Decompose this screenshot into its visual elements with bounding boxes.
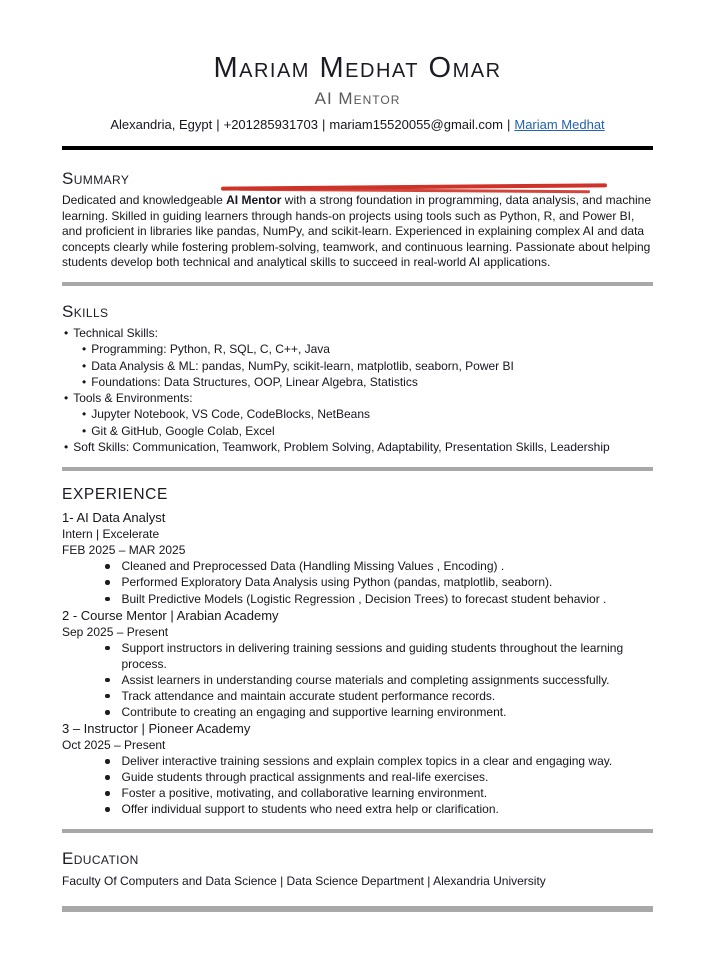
experience-job [62, 720, 653, 817]
job-bullet-text: Foster a positive, motivating, and collaborative learning environment. [121, 786, 488, 801]
job-bullet [105, 785, 653, 801]
section-heading-experience: EXPERIENCE [62, 486, 168, 504]
job-bullet [105, 558, 653, 574]
job-bullet [105, 640, 653, 672]
bullet-icon: • [82, 342, 87, 357]
skill-subitem [82, 423, 653, 439]
job-dates: Sep 2025 – Present [62, 624, 169, 639]
contact-separator: | [506, 117, 511, 132]
skill-item [64, 325, 653, 341]
section-heading-summary: Summary [62, 169, 130, 188]
bullet-icon: • [64, 391, 69, 406]
job-bullet [105, 753, 653, 769]
skill-item [64, 390, 653, 406]
education-line: Faculty Of Computers and Data Science | Data Science Department | Alexandria University [62, 874, 546, 889]
skill-sublabel: Programming: Python, R, SQL, C, C++, Java [91, 342, 330, 357]
section-divider [62, 829, 653, 833]
job-title: 3 – Instructor | Pioneer Academy [62, 721, 251, 737]
header-rule [62, 146, 653, 150]
section-heading-skills: Skills [62, 301, 109, 321]
skill-sublabel: Foundations: Data Structures, OOP, Linear Algebra, Statistics [91, 374, 418, 389]
job-dates: Oct 2025 – Present [62, 738, 166, 753]
bullet-icon [105, 710, 110, 715]
bullet-icon [105, 759, 110, 764]
job-bullet-text: Assist learners in understanding course materials and completing assignments successfully. [121, 672, 610, 687]
job-subtitle: Intern | Excelerate [62, 527, 160, 542]
skill-label: Tools & Environments: [73, 391, 193, 406]
job-bullet [105, 574, 653, 590]
contact-line [62, 117, 653, 133]
summary-text-start: Dedicated and knowledgeable [62, 193, 227, 207]
job-bullet [105, 704, 653, 720]
job-bullet [105, 688, 653, 704]
bullet-icon [105, 597, 110, 602]
summary-bold-term: AI Mentor [226, 193, 282, 207]
skill-label: Technical Skills: [73, 325, 158, 340]
contact-separator: | [321, 117, 326, 132]
skill-subitem [82, 358, 653, 374]
experience-jobs [62, 509, 653, 817]
skill-subitem [82, 406, 653, 422]
experience-job [62, 509, 653, 606]
contact-separator: | [216, 117, 220, 132]
job-bullet-text: Guide students through practical assignments and real-life exercises. [121, 770, 489, 785]
job-bullet [105, 672, 653, 688]
job-bullet-text: Performed Exploratory Data Analysis using Python (pandas, matplotlib, seaborn). [121, 575, 553, 590]
skill-item [64, 439, 653, 455]
job-bullet [105, 769, 653, 785]
experience-job [62, 607, 653, 720]
contact-profile-link[interactable]: Mariam Medhat [514, 117, 605, 132]
bullet-icon: • [82, 374, 87, 389]
job-bullet-text: Cleaned and Preprocessed Data (Handling Missing Values , Encoding) . [121, 559, 505, 574]
section-heading-education: Education [62, 849, 139, 869]
skills-list [62, 325, 653, 455]
footer-bar [62, 906, 653, 912]
bullet-icon [105, 678, 110, 683]
job-bullet-text: Deliver interactive training sessions and explain complex topics in a clear and engaging way. [121, 754, 613, 769]
job-bullet [105, 591, 653, 607]
skill-sublabel: Jupyter Notebook, VS Code, CodeBlocks, NetBeans [91, 407, 371, 422]
skill-subitem [82, 374, 653, 390]
job-title: 2 - Course Mentor | Arabian Academy [62, 607, 279, 623]
bullet-icon: • [82, 358, 87, 373]
bullet-icon [105, 564, 110, 569]
bullet-icon [105, 775, 110, 780]
bullet-icon [105, 646, 110, 651]
skill-sublabel: Data Analysis & ML: pandas, NumPy, scikit-learn, matplotlib, seaborn, Power BI [91, 358, 514, 373]
resume-page [0, 52, 715, 977]
bullet-icon [105, 791, 110, 796]
contact-phone: +201285931703 [223, 117, 318, 132]
skill-subitem [82, 341, 653, 357]
bullet-icon [105, 580, 110, 585]
contact-location: Alexandria, Egypt [110, 117, 213, 132]
job-bullet-text: Support instructors in delivering training sessions and guiding students throughout the learning process. [121, 640, 624, 671]
job-bullet [105, 801, 653, 817]
bullet-icon [105, 807, 110, 812]
section-divider [62, 467, 653, 471]
summary-text-rest: with a strong foundation in programming, data analysis, and machine learning. Skilled in guiding learners through hands-on projects using tools such as Python, R, and Power BI, and proficient in libraries like pandas, NumPy, and scikit-learn. Experienced in explaining complex AI and data concepts clearly while fostering problem-solving, teamwork, and continuous learning. Passionate about helping students develop both technical and analytical skills to succeed in real-world AI applications. [62, 193, 652, 270]
bullet-icon: • [64, 440, 69, 455]
contact-email[interactable]: mariam15520055@gmail.com [329, 117, 503, 132]
job-bullet-text: Built Predictive Models (Logistic Regression , Decision Trees) to forecast student behavior . [121, 591, 607, 606]
job-bullet-text: Track attendance and maintain accurate student performance records. [121, 688, 496, 703]
job-bullet-text: Contribute to creating an engaging and supportive learning environment. [121, 705, 507, 719]
summary-text [62, 193, 653, 271]
bullet-icon: • [64, 325, 69, 340]
bullet-icon: • [82, 423, 87, 438]
bullet-icon: • [82, 407, 87, 422]
section-divider [62, 282, 653, 286]
skill-sublabel: Git & GitHub, Google Colab, Excel [91, 423, 275, 438]
job-dates: FEB 2025 – MAR 2025 [62, 543, 186, 558]
resume-name: Mariam Medhat Omar [213, 52, 502, 84]
resume-title: AI Mentor [314, 89, 401, 108]
job-title: 1- AI Data Analyst [62, 510, 166, 526]
job-bullet-text: Offer individual support to students who need extra help or clarification. [121, 802, 499, 817]
skill-label: Soft Skills: Communication, Teamwork, Problem Solving, Adaptability, Presentation Skills, Leadership [73, 440, 610, 455]
bullet-icon [105, 694, 110, 699]
